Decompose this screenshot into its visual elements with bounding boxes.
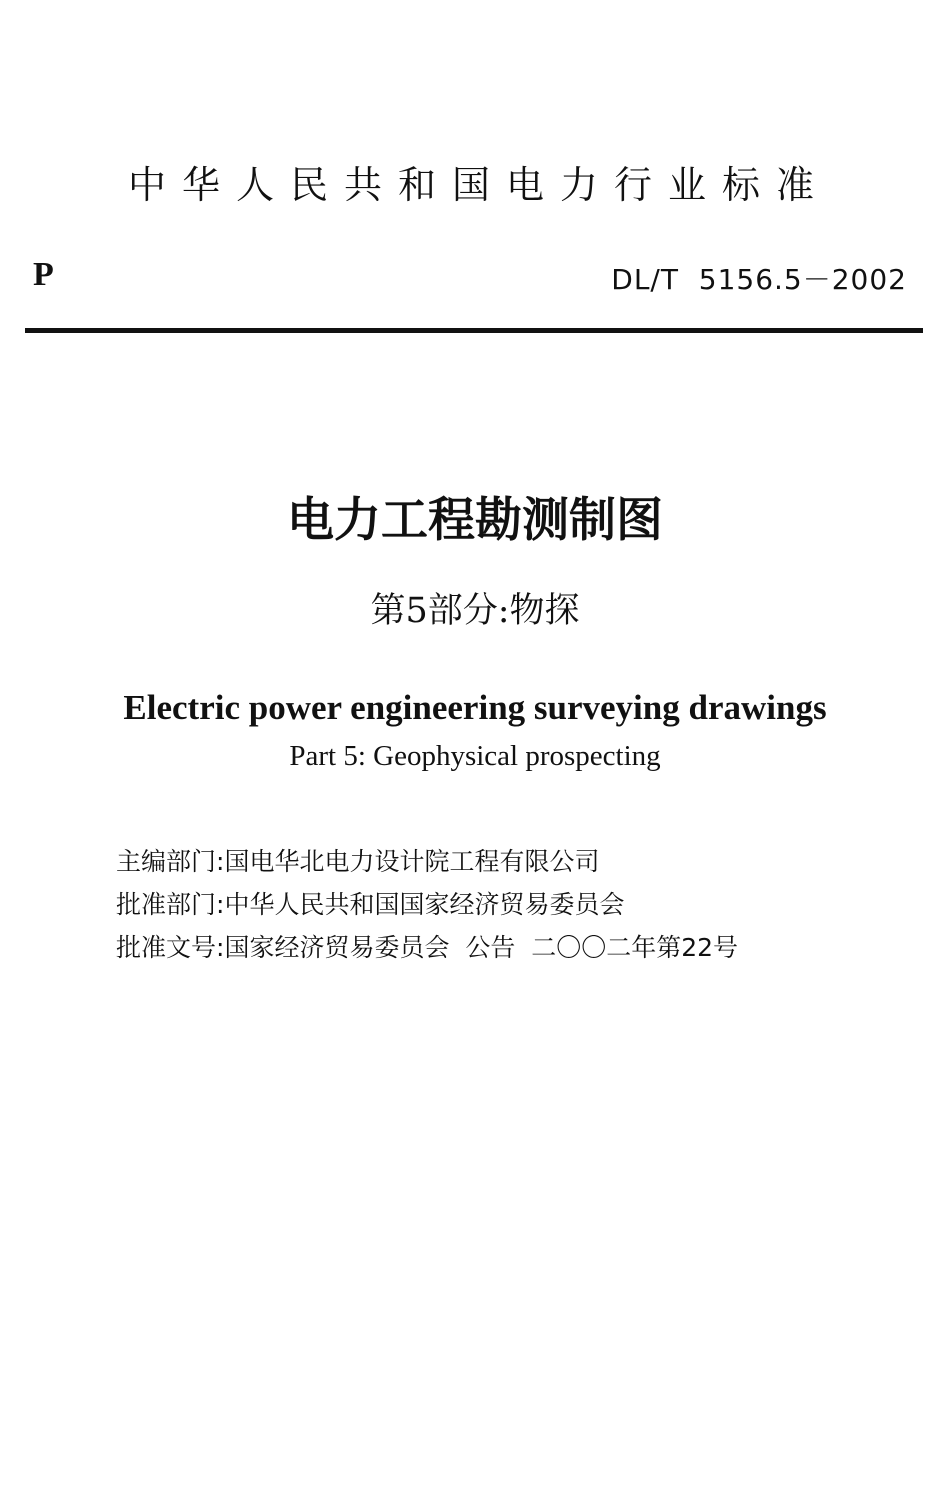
document-title-cn: 电力工程勘测制图 [287, 493, 663, 548]
standard-number: DL/T 5156.5－2002 [611, 263, 907, 296]
info-line-approver [116, 883, 738, 926]
info-label: 批准文号: [116, 933, 225, 962]
info-value: 中华人民共和国国家经济贸易委员会 [224, 890, 625, 919]
industry-standard-heading: 中华人民共和国电力行业标准 [127, 163, 830, 207]
info-line-editor [116, 840, 738, 883]
info-value: 国电华北电力设计院工程有限公司 [224, 847, 600, 876]
classification-code: P [33, 256, 54, 293]
publication-info [116, 840, 738, 969]
info-value: 国家经济贸易委员会 公告 二〇〇二年第22号 [224, 933, 739, 962]
part-title-cn: 第5部分:物探 [370, 591, 580, 631]
header-divider [25, 328, 923, 333]
document-title-en: Electric power engineering surveying drawings [123, 688, 827, 727]
info-label: 批准部门: [116, 890, 225, 919]
part-title-en: Part 5: Geophysical prospecting [289, 740, 661, 772]
info-line-approval-number [116, 926, 738, 969]
info-label: 主编部门: [116, 847, 225, 876]
